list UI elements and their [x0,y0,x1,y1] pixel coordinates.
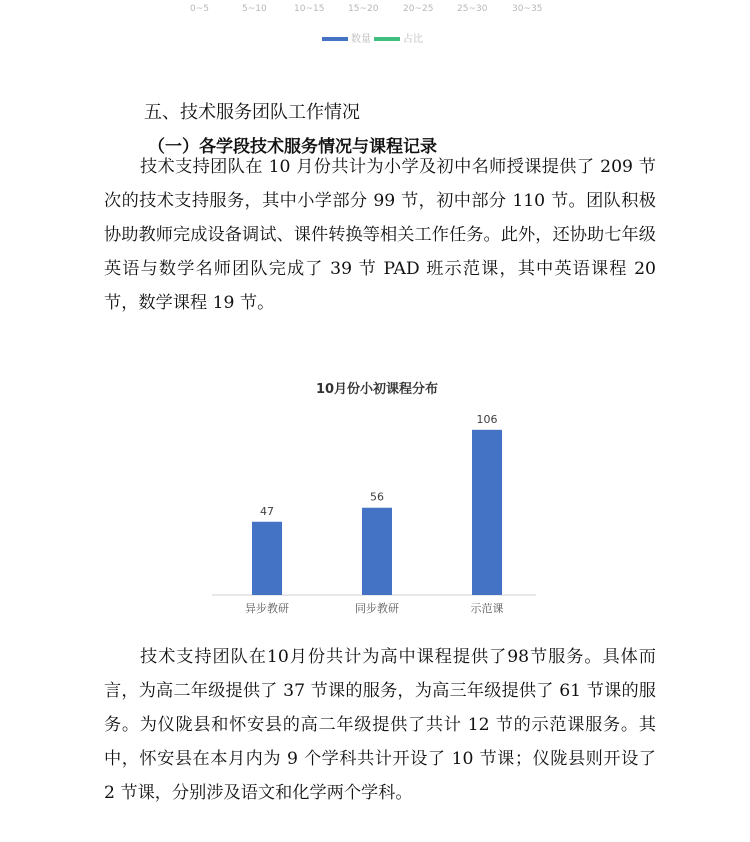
data-label-1: 56 [370,490,384,504]
data-label-2: 106 [476,412,498,426]
bar-1 [362,508,392,595]
category-tick-2: 示范课 [470,602,504,615]
category-tick-1: 同步教研 [355,602,399,615]
top-chart-tick: 5~10 [242,4,267,14]
bar-chart [212,368,542,624]
paragraph-high-school: 技术支持团队在10月份共计为高中课程提供了98节服务。具体而言，为高二年级提供了 37 节课的服务，为高三年级提供了 61 节课的服务。为仪陇县和怀安县的高二年级提供了共计 12 节的示范课服务。其中，怀安县在本月内为 9 个学科共计开设了 10 节课；仪陇县则开设了 2 节课，分别涉及语文和化学两个学科。 [104,647,656,803]
top-chart-tick: 30~35 [512,4,543,14]
legend-swatch-quantity [322,37,348,41]
chart-title: 10月份小初课程分布 [315,382,439,397]
top-chart-tick: 0~5 [190,4,209,14]
top-chart-tick: 25~30 [457,4,488,14]
bar-0 [252,522,282,595]
top-chart-x-axis [0,4,750,18]
legend-swatch-ratio [374,37,400,41]
paragraph-primary-middle-school: 技术支持团队在 10 月份共计为小学及初中名师授课提供了 209 节次的技术支持服务，其中小学部分 99 节，初中部分 110 节。团队积极协助教师完成设备调试、课件转换等相关工作任务。此外，还协助七年级英语与数学名师团队完成了 39 节 PAD 班示范课，其中英语课程 20 节，数学课程 19 节。 [104,157,656,313]
legend-label-quantity: 数量 [351,34,371,45]
data-label-0: 47 [260,504,274,518]
top-chart-tick: 15~20 [348,4,379,14]
top-chart-tick: 10~15 [294,4,325,14]
bar-chart-svg [212,368,542,624]
section-subheading: （一）各学段技术服务情况与课程记录 [148,137,437,157]
bar-2 [472,430,502,595]
legend-item-quantity [322,30,371,45]
top-chart-tick: 20~25 [403,4,434,14]
category-tick-0: 异步教研 [245,602,289,615]
section-heading: 五、技术服务团队工作情况 [144,102,360,123]
legend-item-ratio [374,30,423,45]
legend-label-ratio: 占比 [403,34,423,45]
